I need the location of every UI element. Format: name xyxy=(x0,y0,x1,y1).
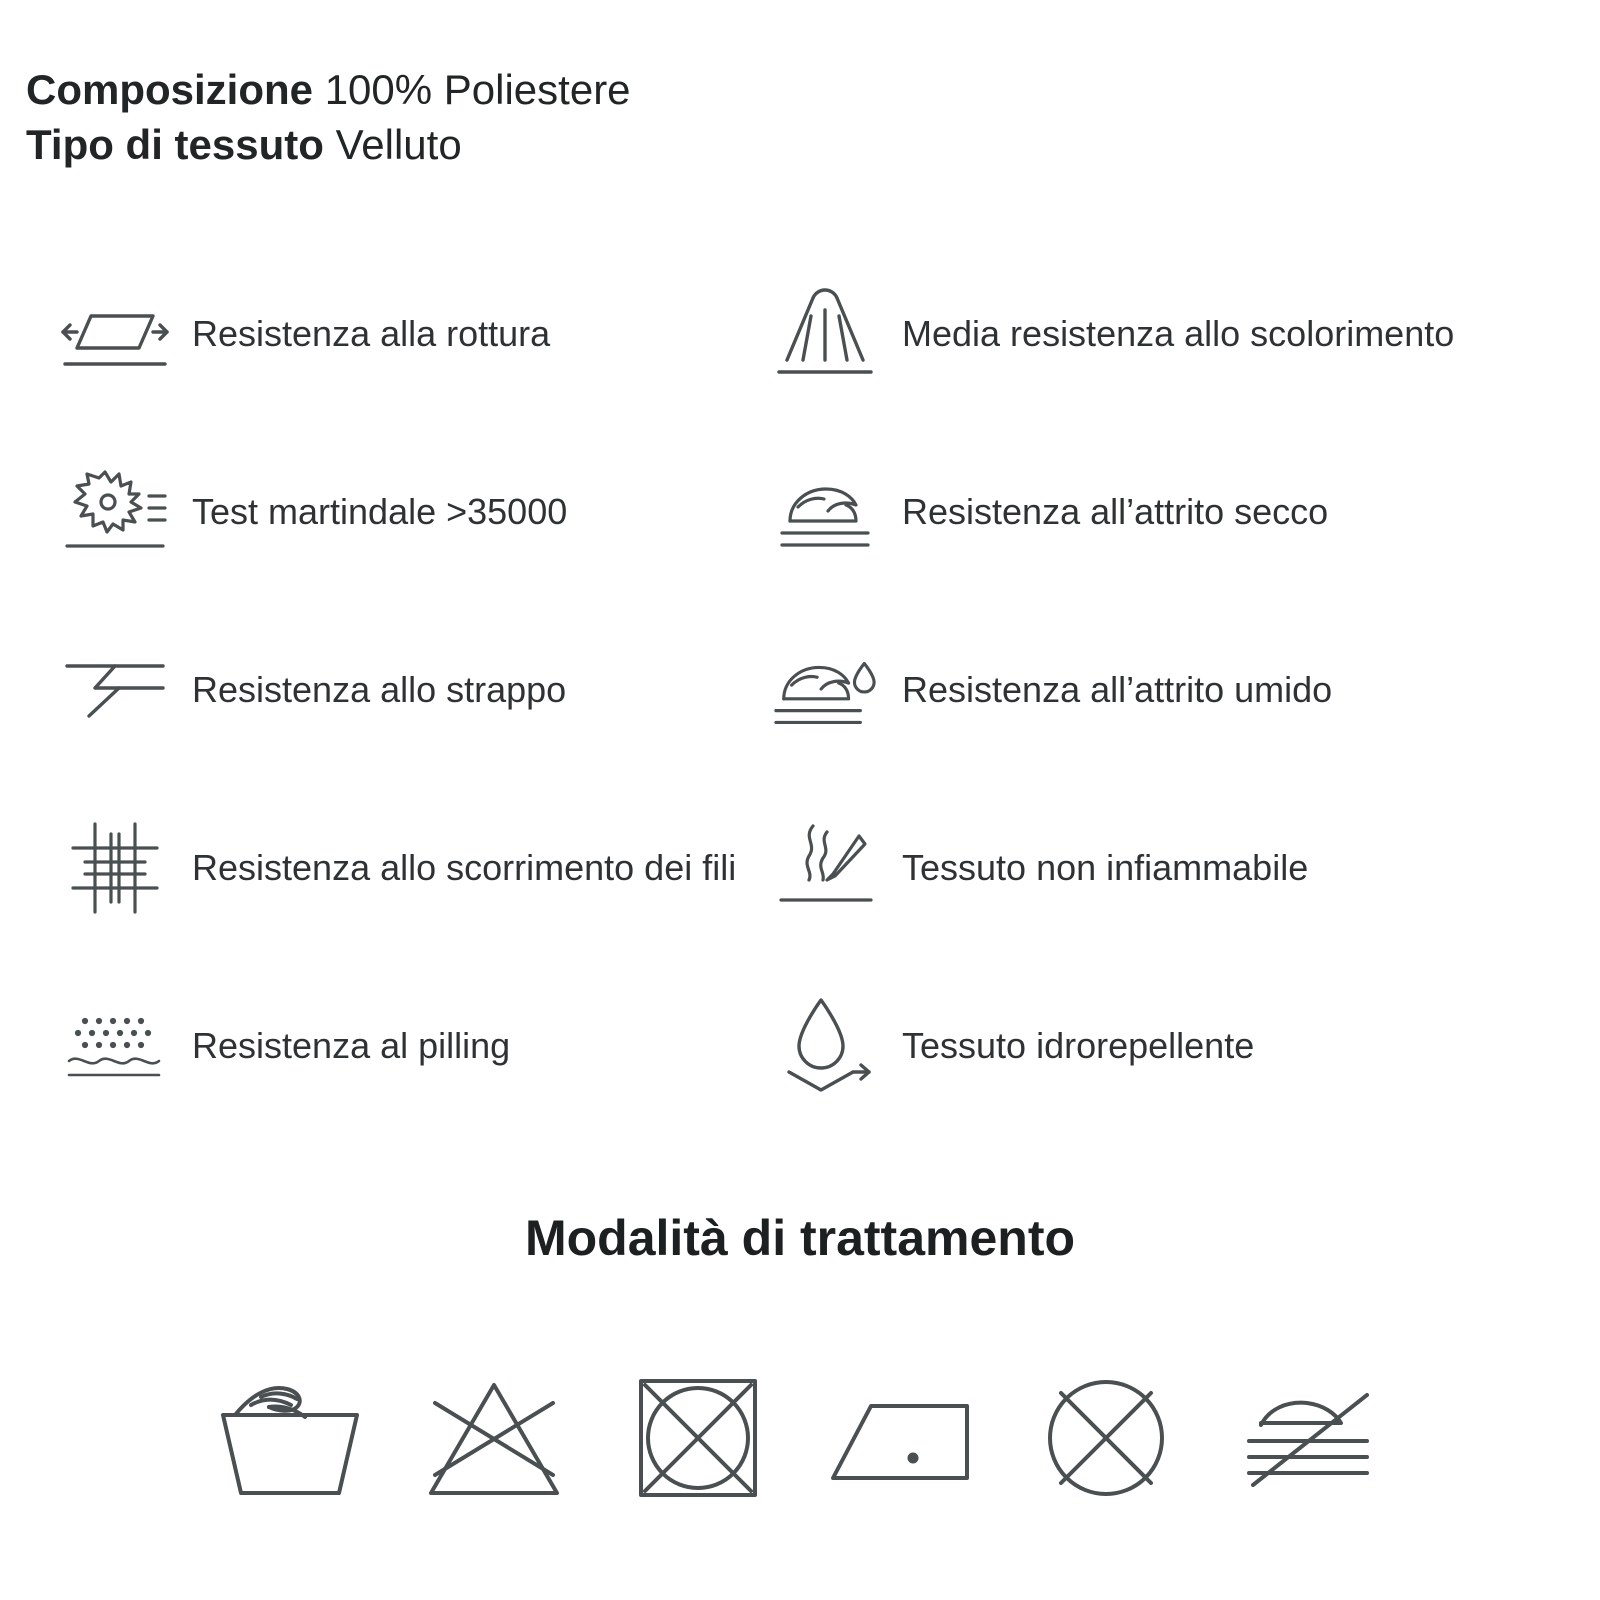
fabric-type-label: Tipo di tessuto xyxy=(26,121,324,169)
water-repellent-icon xyxy=(770,991,880,1101)
property-label: Resistenza al pilling xyxy=(192,1025,511,1067)
property-pilling xyxy=(0,957,740,1135)
non-flammable-icon xyxy=(770,813,880,923)
care-section-title: Modalità di trattamento xyxy=(524,1209,1076,1266)
property-wet-rubbing xyxy=(740,601,1500,779)
care-symbols-row xyxy=(0,1363,1600,1513)
do-not-dry-clean-icon xyxy=(1031,1363,1181,1513)
property-colorfastness xyxy=(740,245,1500,423)
dry-rubbing-icon xyxy=(770,457,880,567)
composition-label: Composizione xyxy=(26,66,314,113)
property-break-resistance xyxy=(0,245,740,423)
property-label: Media resistenza allo scolorimento xyxy=(902,313,1455,355)
composition-line xyxy=(26,62,1600,117)
tear-resistance-icon xyxy=(60,635,170,745)
property-non-flammable xyxy=(740,779,1500,957)
property-label: Resistenza all’attrito umido xyxy=(902,669,1333,711)
martindale-abrasion-icon xyxy=(60,457,170,567)
property-label: Tessuto non infiammabile xyxy=(902,847,1309,889)
iron-low-icon xyxy=(827,1363,977,1513)
property-martindale xyxy=(0,423,740,601)
fabric-properties-grid xyxy=(0,245,1600,1135)
yarn-slippage-icon xyxy=(60,813,170,923)
property-yarn-slippage xyxy=(0,779,740,957)
fabric-type-value: Velluto xyxy=(335,121,462,169)
property-label: Resistenza all’attrito secco xyxy=(902,491,1329,533)
do-not-tumble-dry-icon xyxy=(623,1363,773,1513)
property-label: Resistenza allo scorrimento dei fili xyxy=(192,847,737,889)
wet-rubbing-icon xyxy=(770,635,880,745)
pilling-resistance-icon xyxy=(60,991,170,1101)
sun-colorfastness-icon xyxy=(770,279,880,389)
do-not-steam-icon xyxy=(1235,1363,1385,1513)
property-label: Test martindale >35000 xyxy=(192,491,568,533)
composition-value: 100% Poliestere xyxy=(324,66,631,113)
property-dry-rubbing xyxy=(740,423,1500,601)
fabric-info-header xyxy=(0,62,1600,173)
break-resistance-icon xyxy=(60,279,170,389)
property-water-repellent xyxy=(740,957,1500,1135)
hand-wash-icon xyxy=(215,1363,365,1513)
fabric-type-line xyxy=(26,117,1600,172)
property-label: Resistenza allo strappo xyxy=(192,669,567,711)
property-tear-resistance xyxy=(0,601,740,779)
property-label: Tessuto idrorepellente xyxy=(902,1025,1255,1067)
do-not-bleach-icon xyxy=(419,1363,569,1513)
property-label: Resistenza alla rottura xyxy=(192,313,551,355)
